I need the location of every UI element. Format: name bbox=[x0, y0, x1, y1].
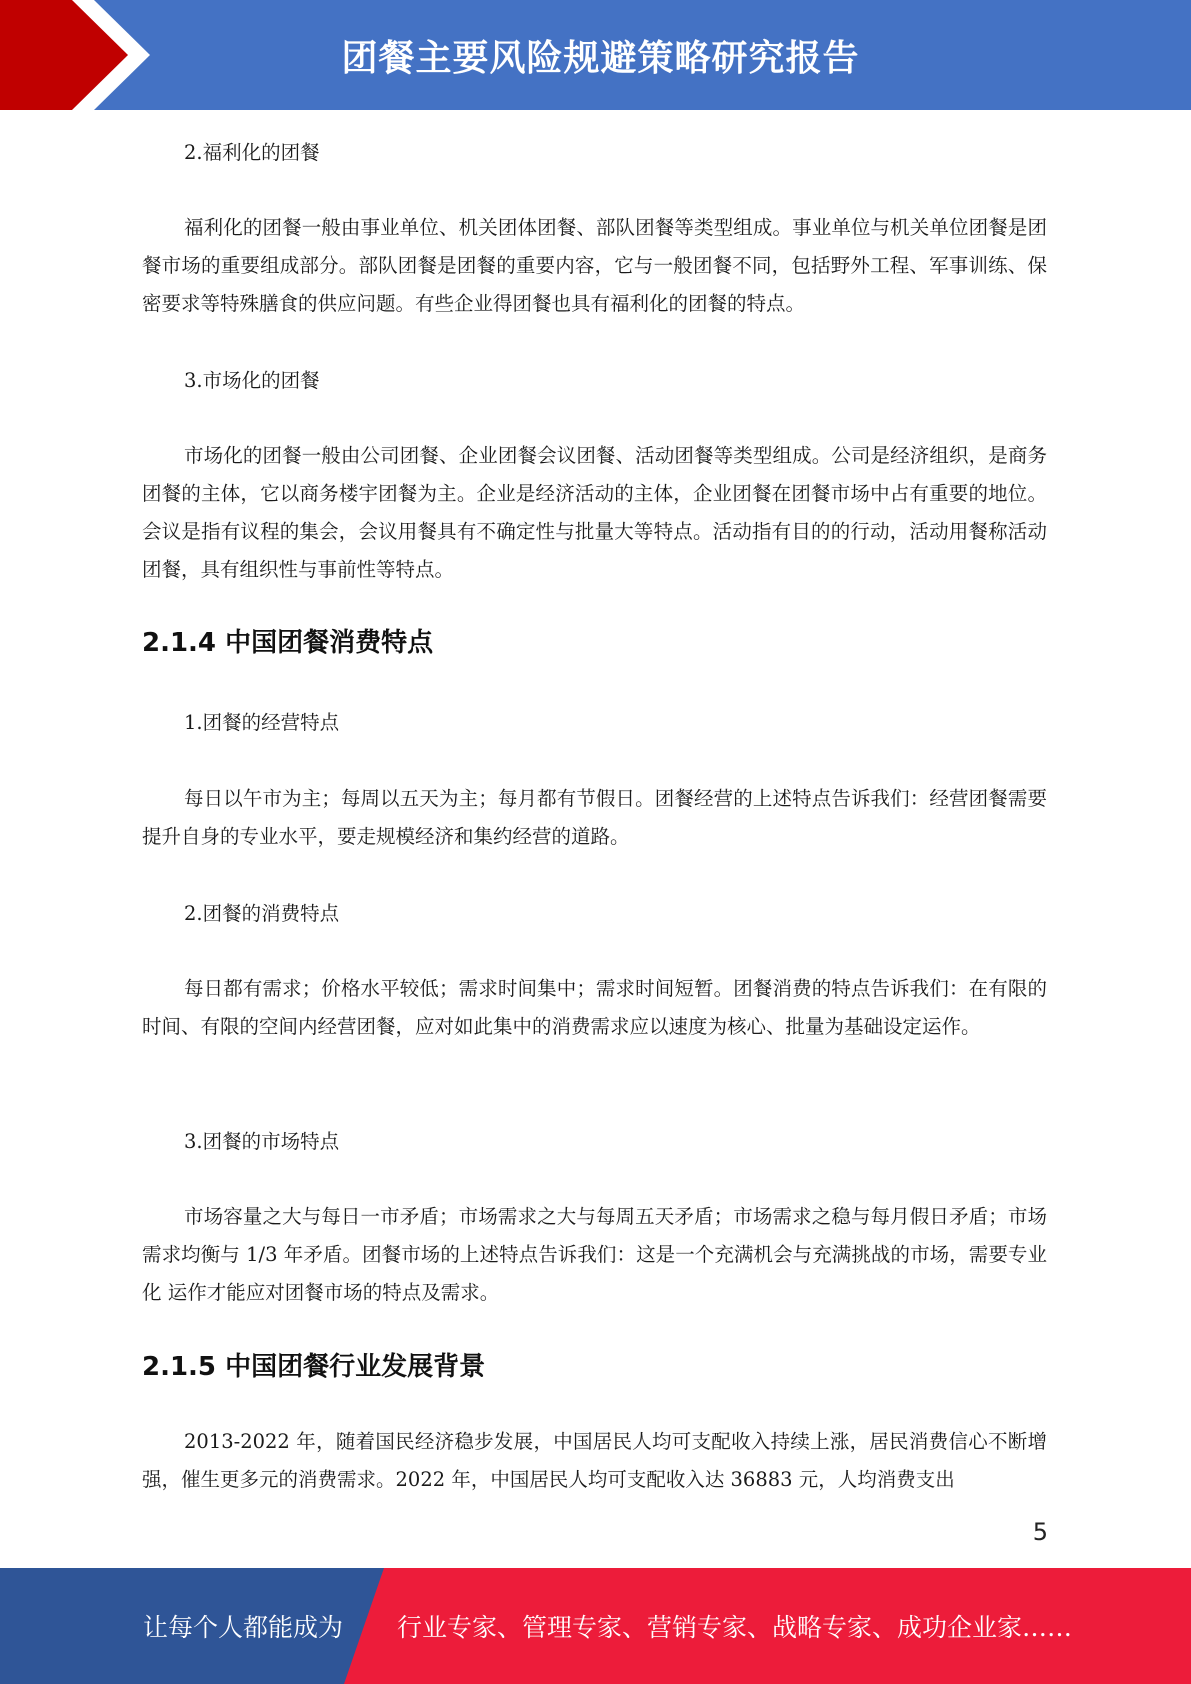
paragraph-background: 2013-2022 年，随着国民经济稳步发展，中国居民人均可支配收入持续上涨，居民消费信心不断增强，催生更多元的消费需求。2022 年，中国居民人均可支配收入达 36883 元，人均消费支出 bbox=[142, 1430, 1047, 1491]
paragraph-marketplace: 市场容量之大与每日一市矛盾；市场需求之大与每周五天矛盾；市场需求之稳与每月假日矛盾；市场需求均衡与 1/3 年矛盾。团餐市场的上述特点告诉我们：这是一个充满机会与充满挑战的市场，需要专业化 运作才能应对团餐市场的特点及需求。 bbox=[142, 1205, 1047, 1304]
page-number: 5 bbox=[1032, 1518, 1048, 1546]
report-title: 团餐主要风险规避策略研究报告 bbox=[341, 37, 860, 79]
paragraph-market: 市场化的团餐一般由公司团餐、企业团餐会议团餐、活动团餐等类型组成。公司是经济组织，是商务团餐的主体，它以商务楼宇团餐为主。企业是经济活动的主体，企业团餐在团餐市场中占有重要的地位。会议是指有议程的集会，会议用餐具有不确定性与批量大等特点。活动指有目的的行动，活动用餐称活动团餐，具有组织性与事前性等特点。 bbox=[142, 444, 1047, 581]
page-footer bbox=[0, 1568, 1191, 1684]
subheading-market: 3.市场化的团餐 bbox=[184, 369, 320, 392]
paragraph-operation: 每日以午市为主；每周以五天为主；每月都有节假日。团餐经营的上述特点告诉我们：经营团餐需要提升自身的专业水平，要走规模经济和集约经营的道路。 bbox=[142, 787, 1047, 848]
paragraph-welfare: 福利化的团餐一般由事业单位、机关团体团餐、部队团餐等类型组成。事业单位与机关单位团餐是团餐市场的重要组成部分。部队团餐是团餐的重要内容，它与一般团餐不同，包括野外工程、军事训练、保密要求等特殊膳食的供应问题。有些企业得团餐也具有福利化的团餐的特点。 bbox=[142, 216, 1047, 315]
paragraph-consumption: 每日都有需求；价格水平较低；需求时间集中；需求时间短暂。团餐消费的特点告诉我们：在有限的时间、有限的空间内经营团餐，应对如此集中的消费需求应以速度为核心、批量为基础设定运作。 bbox=[142, 977, 1047, 1038]
subheading-operation: 1.团餐的经营特点 bbox=[184, 711, 340, 734]
footer-slogan-left: 让每个人都能成为 bbox=[143, 1613, 344, 1642]
subheading-consumption: 2.团餐的消费特点 bbox=[184, 902, 340, 925]
footer-slogan-right: 行业专家、管理专家、营销专家、战略专家、成功企业家…… bbox=[397, 1613, 1073, 1642]
section-heading-2-1-4: 2.1.4 中国团餐消费特点 bbox=[142, 628, 434, 658]
section-heading-2-1-5: 2.1.5 中国团餐行业发展背景 bbox=[142, 1352, 486, 1382]
page-header bbox=[0, 0, 1191, 110]
subheading-welfare: 2.福利化的团餐 bbox=[184, 141, 320, 164]
subheading-marketplace: 3.团餐的市场特点 bbox=[184, 1130, 340, 1153]
